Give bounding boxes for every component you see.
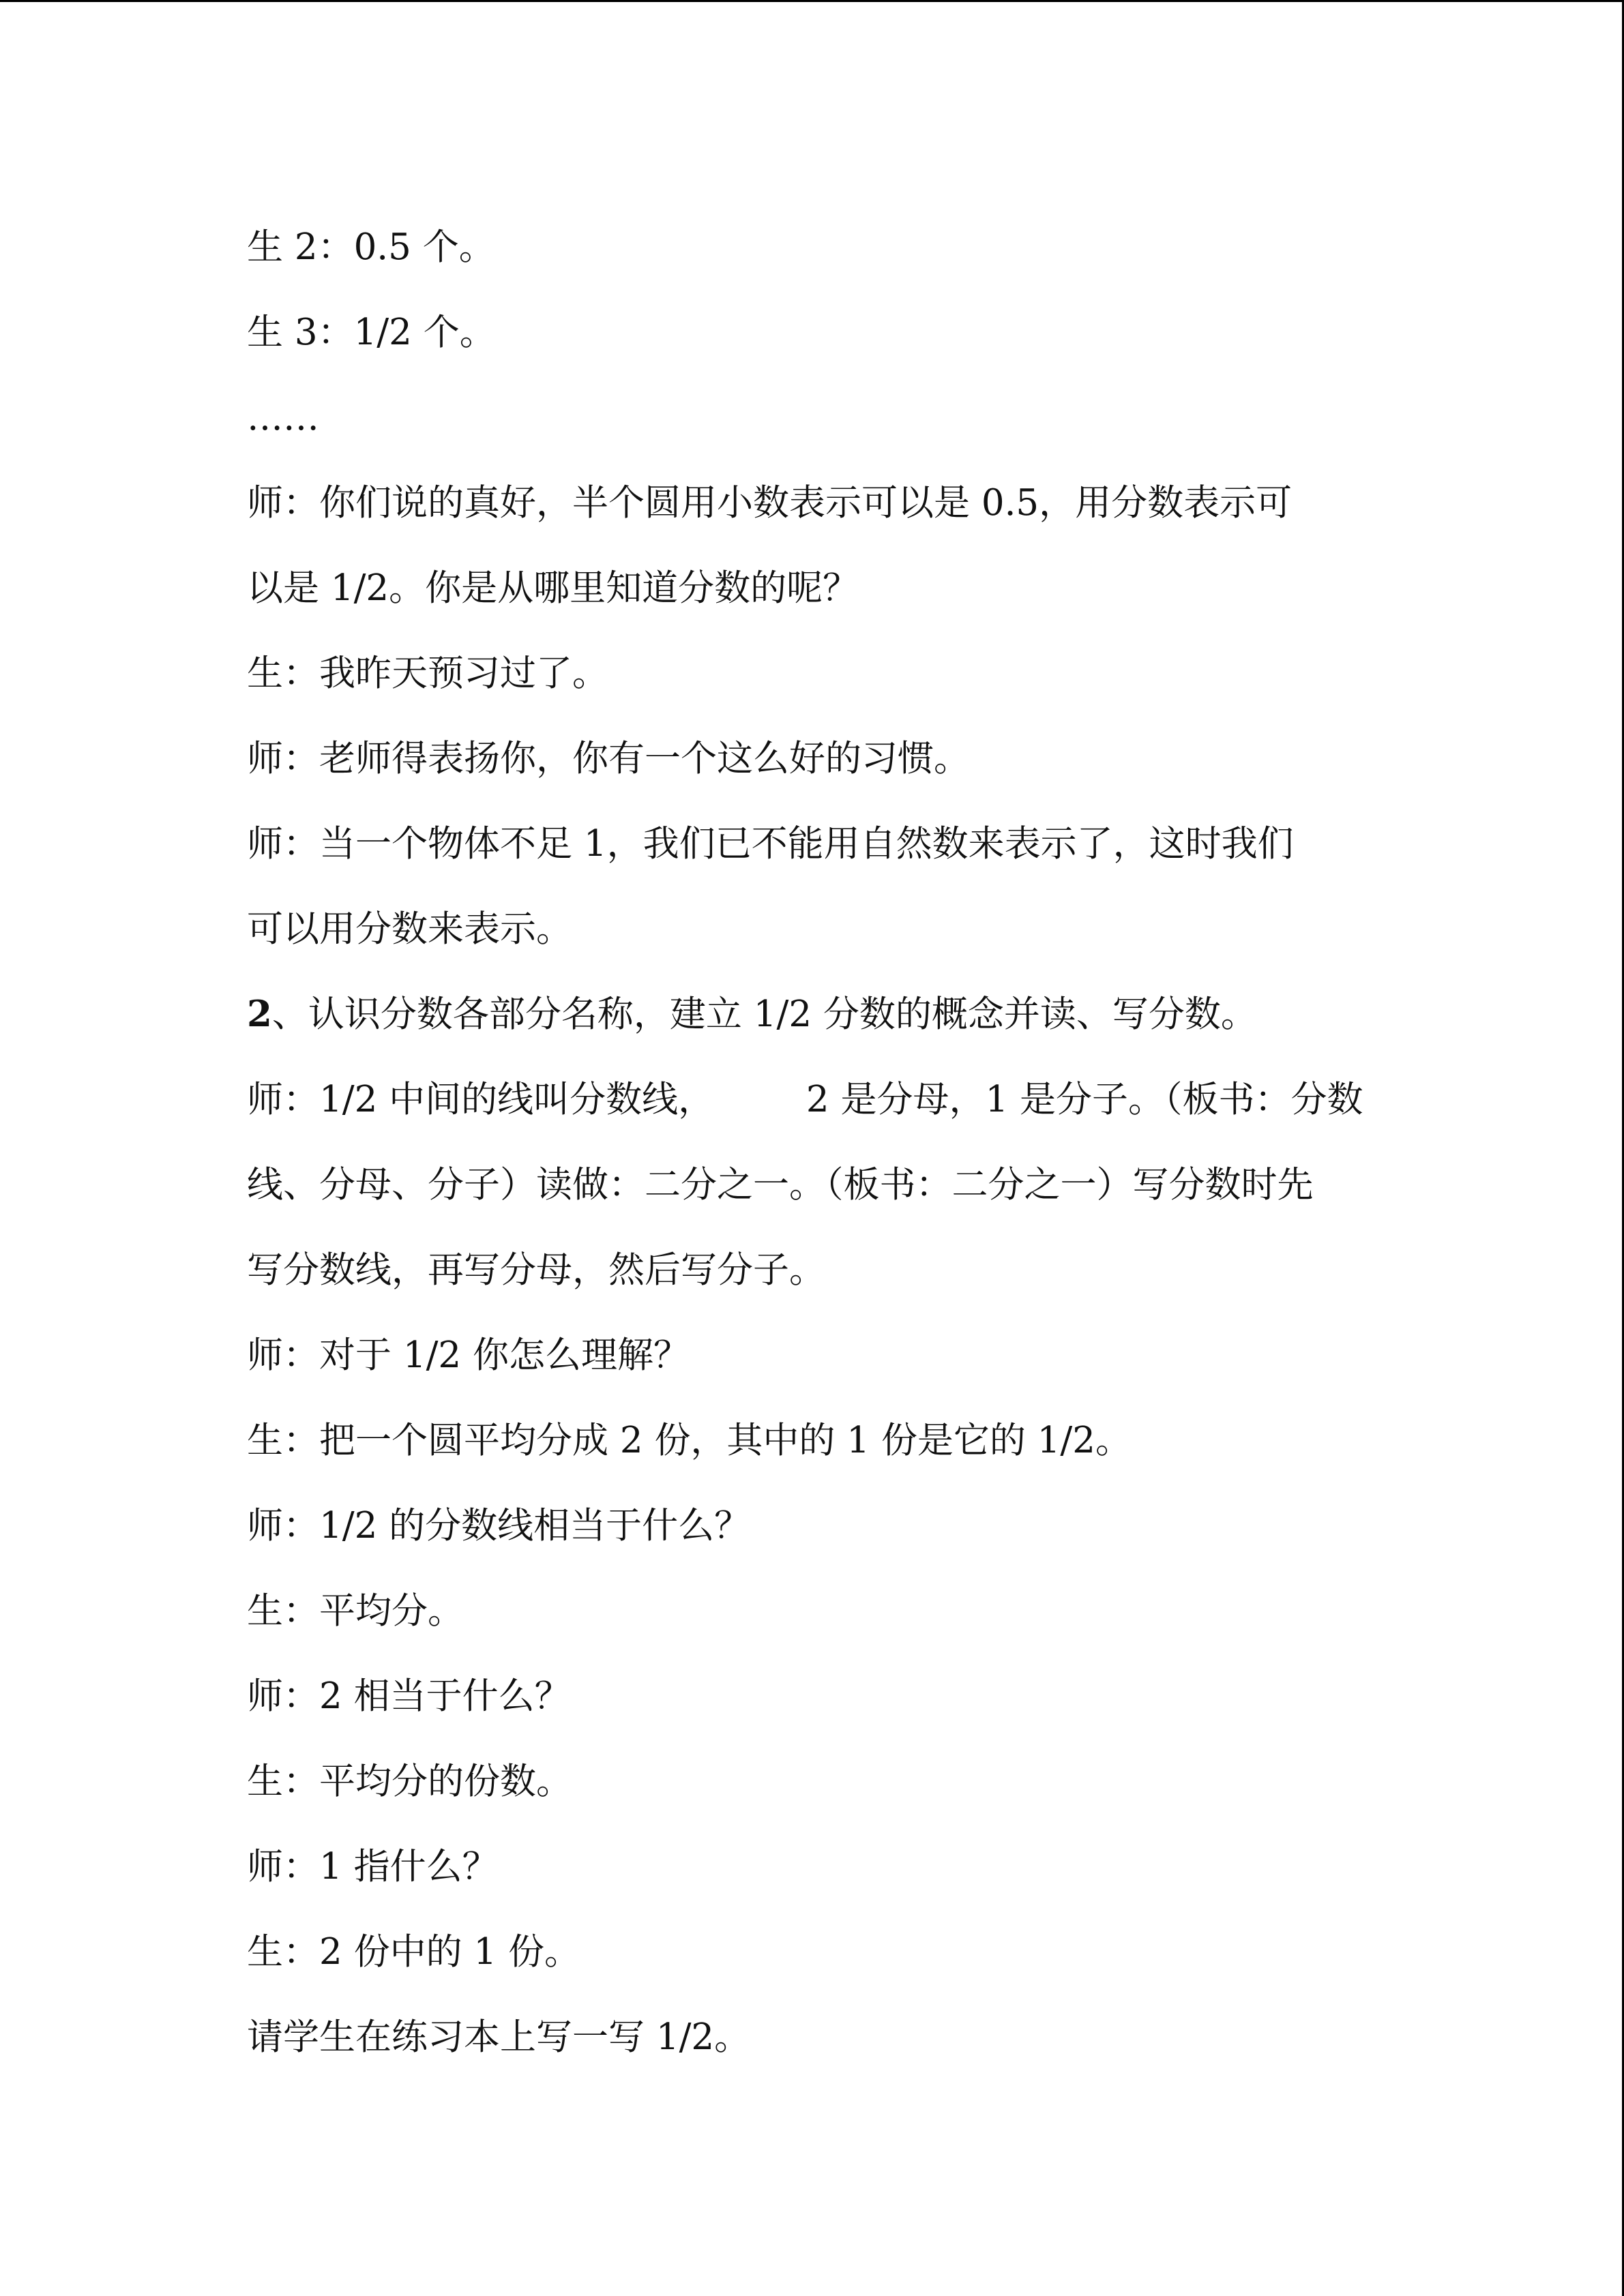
paragraph-line: 生：平均分的份数。: [247, 1761, 572, 1802]
document-body: [247, 205, 1393, 2080]
paragraph-line: 师：1 指什么？: [247, 1846, 499, 1888]
paragraph-line: 生：我昨天预习过了。: [247, 653, 608, 694]
paragraph-line: 生 2：0.5 个。: [247, 226, 495, 268]
section-number: 2: [247, 993, 272, 1035]
paragraph-line: 可以用分数来表示。: [247, 908, 572, 950]
paragraph-line: 师：2 相当于什么？: [247, 1675, 571, 1717]
paragraph-line: 生：把一个圆平均分成 2 份，其中的 1 份是它的 1/2。: [247, 1420, 1132, 1461]
paragraph-line: 师：当一个物体不足 1，我们已不能用自然数来表示了，这时我们: [247, 823, 1294, 865]
paragraph-line: 师：对于 1/2 你怎么理解？: [247, 1335, 690, 1376]
section-heading-text: 、认识分数各部分名称，建立 1/2 分数的概念并读、写分数。: [271, 994, 1257, 1035]
paragraph-line: 师：1/2 中间的线叫分数线， 2 是分母，1 是分子。（板书：分数: [247, 1079, 1363, 1120]
paragraph-line: ……: [247, 397, 319, 438]
paragraph-line: 生：平均分。: [247, 1590, 464, 1632]
paragraph-line: 请学生在练习本上写一写 1/2。: [247, 2016, 751, 2058]
paragraph-line: 师：老师得表扬你，你有一个这么好的习惯。: [247, 738, 970, 779]
paragraph-line: 师：1/2 的分数线相当于什么？: [247, 1505, 751, 1547]
paragraph-line: 生 3：1/2 个。: [247, 312, 496, 353]
top-border-line: [0, 0, 1624, 2]
paragraph-line: 生：2 份中的 1 份。: [247, 1931, 580, 1973]
paragraph-line: 以是 1/2。你是从哪里知道分数的呢？: [247, 567, 859, 609]
section-heading: [247, 972, 1393, 1057]
paragraph-line: 线、分母、分子）读做：二分之一。（板书：二分之一）写分数时先: [247, 1164, 1314, 1206]
paragraph-line: 写分数线，再写分母，然后写分子。: [247, 1249, 825, 1291]
paragraph-line: 师：你们说的真好，半个圆用小数表示可以是 0.5，用分数表示可: [247, 482, 1293, 524]
